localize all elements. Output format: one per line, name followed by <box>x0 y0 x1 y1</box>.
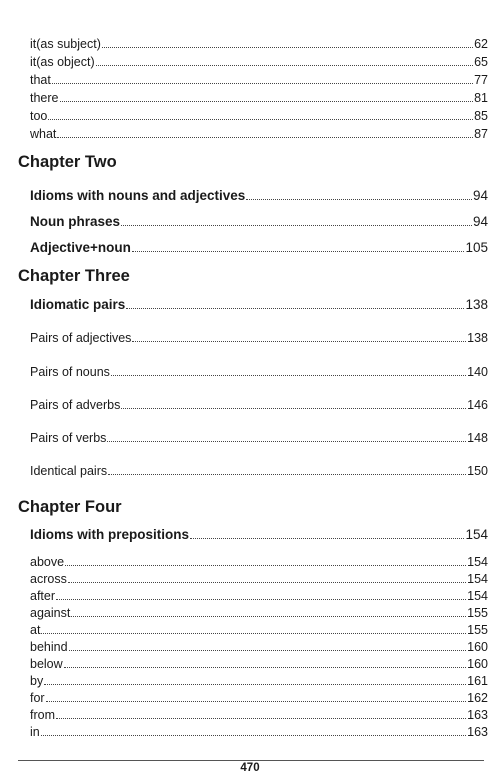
entry-page: 154 <box>467 572 488 586</box>
chapter-three-heading: Chapter Three <box>18 267 130 285</box>
entry-label: against <box>30 606 71 620</box>
toc-entry <box>30 72 488 88</box>
toc-entry <box>30 108 488 124</box>
toc-entry <box>30 639 488 655</box>
page-number: 470 <box>240 762 260 774</box>
entry-page: 155 <box>467 606 488 620</box>
entry-label: above <box>30 555 65 569</box>
leader-dots <box>71 605 466 617</box>
toc-entry <box>30 364 488 380</box>
leader-dots <box>132 240 465 252</box>
entry-label: in <box>30 725 40 739</box>
leader-dots <box>111 364 466 376</box>
entry-label: too <box>30 109 48 123</box>
entry-label: Idioms with nouns and adjectives <box>30 188 246 203</box>
leader-dots <box>190 527 464 539</box>
entry-label: Pairs of verbs <box>30 431 107 445</box>
leader-dots <box>64 656 466 668</box>
entry-label: for <box>30 691 45 705</box>
chapter-two-heading: Chapter Two <box>18 153 117 171</box>
entry-page: 162 <box>467 691 488 705</box>
entry-label: Pairs of adjectives <box>30 331 132 345</box>
entry-label: across <box>30 572 67 586</box>
leader-dots <box>246 188 472 200</box>
toc-entry <box>30 554 488 570</box>
entry-label: at <box>30 623 41 637</box>
entry-page: 148 <box>467 431 488 445</box>
entry-label: Pairs of adverbs <box>30 398 121 412</box>
entry-label: behind <box>30 640 68 654</box>
toc-entry <box>30 214 488 230</box>
entry-page: 87 <box>474 127 488 141</box>
leader-dots <box>68 571 466 583</box>
entry-page: 154 <box>467 555 488 569</box>
toc-entry <box>30 430 488 446</box>
leader-dots <box>108 463 466 475</box>
leader-dots <box>121 214 472 226</box>
toc-entry <box>30 724 488 740</box>
toc-entry <box>30 527 488 543</box>
entry-page: 146 <box>467 398 488 412</box>
leader-dots <box>121 397 466 409</box>
entry-page: 85 <box>474 109 488 123</box>
entry-label: that <box>30 73 51 87</box>
entry-page: 65 <box>474 55 488 69</box>
entry-page: 81 <box>474 91 488 105</box>
toc-entry <box>30 240 488 256</box>
entry-page: 94 <box>472 188 488 203</box>
entry-label: it(as subject) <box>30 37 101 51</box>
toc-entry <box>30 622 488 638</box>
leader-dots <box>56 707 466 719</box>
entry-page: 154 <box>465 527 488 542</box>
leader-dots <box>69 639 467 651</box>
leader-dots <box>56 588 466 600</box>
toc-entry <box>30 707 488 723</box>
entry-page: 163 <box>467 725 488 739</box>
entry-label: what <box>30 127 57 141</box>
entry-page: 140 <box>467 365 488 379</box>
toc-entry <box>30 690 488 706</box>
toc-entry <box>30 397 488 413</box>
toc-entry <box>30 588 488 604</box>
entry-page: 138 <box>467 331 488 345</box>
leader-dots <box>102 36 473 48</box>
entry-label: from <box>30 708 55 722</box>
entry-label: Pairs of nouns <box>30 365 110 379</box>
toc-entry <box>30 656 488 672</box>
toc-entry <box>30 330 488 346</box>
leader-dots <box>60 90 474 102</box>
entry-label: Noun phrases <box>30 214 121 229</box>
entry-page: 77 <box>474 73 488 87</box>
toc-entry <box>30 571 488 587</box>
leader-dots <box>44 673 466 685</box>
entry-page: 105 <box>465 240 488 255</box>
toc-entry <box>30 297 488 313</box>
leader-dots <box>41 724 466 736</box>
footer-rule <box>18 760 484 761</box>
entry-page: 161 <box>467 674 488 688</box>
entry-label: Idioms with prepositions <box>30 527 190 542</box>
entry-label: Identical pairs <box>30 464 108 478</box>
toc-entry <box>30 54 488 70</box>
entry-label: Adjective+noun <box>30 240 131 255</box>
entry-page: 160 <box>467 640 488 654</box>
entry-label: by <box>30 674 44 688</box>
entry-page: 94 <box>472 214 488 229</box>
entry-label: there <box>30 91 59 105</box>
leader-dots <box>52 72 473 84</box>
leader-dots <box>65 554 466 566</box>
entry-page: 163 <box>467 708 488 722</box>
toc-entry <box>30 673 488 689</box>
toc-entry <box>30 36 488 52</box>
toc-entry <box>30 90 488 106</box>
leader-dots <box>96 54 473 66</box>
entry-page: 155 <box>467 623 488 637</box>
leader-dots <box>126 297 464 309</box>
leader-dots <box>48 108 473 120</box>
leader-dots <box>107 430 466 442</box>
leader-dots <box>41 622 466 634</box>
entry-page: 150 <box>467 464 488 478</box>
entry-page: 154 <box>467 589 488 603</box>
toc-entry <box>30 126 488 142</box>
entry-label: Idiomatic pairs <box>30 297 126 312</box>
leader-dots <box>46 690 467 702</box>
toc-entry <box>30 605 488 621</box>
entry-page: 160 <box>467 657 488 671</box>
entry-page: 138 <box>465 297 488 312</box>
toc-entry <box>30 463 488 479</box>
entry-label: below <box>30 657 63 671</box>
toc-entry <box>30 188 488 204</box>
leader-dots <box>57 126 473 138</box>
chapter-four-heading: Chapter Four <box>18 498 122 516</box>
entry-label: after <box>30 589 56 603</box>
entry-label: it(as object) <box>30 55 95 69</box>
entry-page: 62 <box>474 37 488 51</box>
leader-dots <box>132 330 466 342</box>
